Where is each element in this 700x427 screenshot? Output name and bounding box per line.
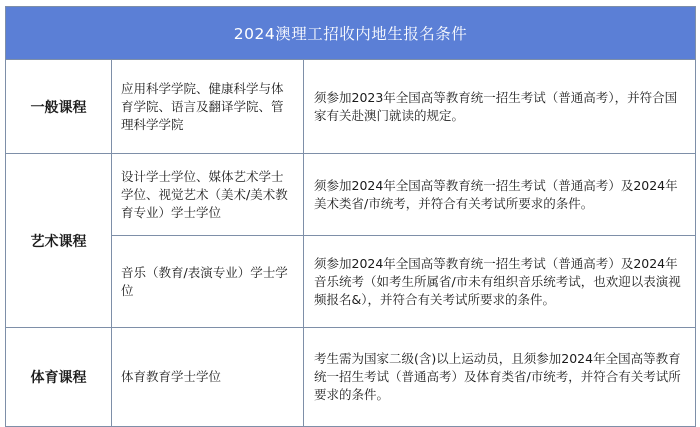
admission-requirements-table (5, 6, 696, 427)
requirement-cell: 须参加2024年全国高等教育统一招生考试（普通高考）及2024年音乐统考（如考生所属省/市未有组织音乐统考试，也欢迎以表演视频报名&），并符合有关考试所要求的条件。 (304, 236, 696, 328)
category-general: 一般课程 (6, 60, 112, 154)
table-title: 2024澳理工招收内地生报名条件 (6, 7, 696, 60)
requirement-cell: 考生需为国家二级(含)以上运动员，且须参加2024年全国高等教育统一招生考试（普通高考）及体育类省/市统考，并符合有关考试所要求的条件。 (304, 328, 696, 427)
programs-cell: 音乐（教育/表演专业）学士学位 (112, 236, 304, 328)
requirement-cell: 须参加2023年全国高等教育统一招生考试（普通高考），并符合国家有关赴澳门就读的规定。 (304, 60, 696, 154)
programs-cell: 应用科学学院、健康科学与体育学院、语言及翻译学院、管理科学学院 (112, 60, 304, 154)
programs-cell: 体育教育学士学位 (112, 328, 304, 427)
requirement-cell: 须参加2024年全国高等教育统一招生考试（普通高考）及2024年美术类省/市统考，并符合有关考试所要求的条件。 (304, 154, 696, 236)
table-row (6, 60, 696, 154)
programs-cell: 设计学士学位、媒体艺术学士学位、视觉艺术（美术/美术教育专业）学士学位 (112, 154, 304, 236)
table-row (6, 328, 696, 427)
category-sports: 体育课程 (6, 328, 112, 427)
admission-table-container (5, 6, 695, 424)
table-row (6, 154, 696, 236)
category-art: 艺术课程 (6, 154, 112, 328)
